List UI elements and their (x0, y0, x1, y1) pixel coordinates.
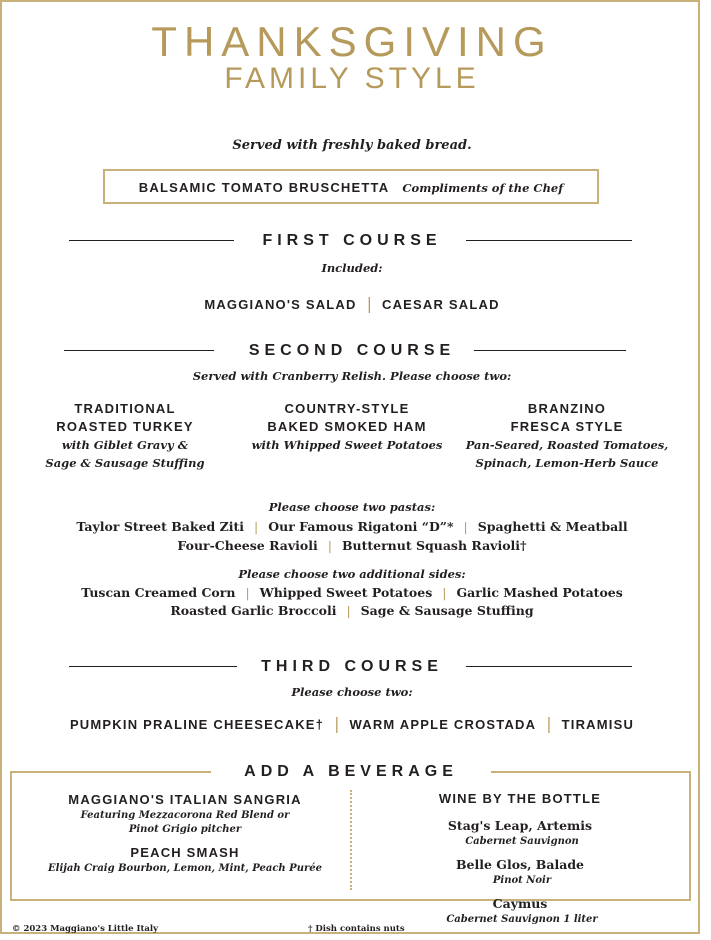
first-course-note: Included: (321, 261, 383, 275)
bread-note: Served with freshly baked bread. (232, 138, 472, 153)
menu-title: THANKSGIVING (151, 18, 553, 65)
first-course-heading: FIRST COURSE (0, 230, 704, 250)
wine-list (370, 790, 670, 929)
entree-branzino: BRANZINO FRESCA STYLE Pan-Seared, Roasted Tomatoes, Spinach, Lemon-Herb Sauce (465, 401, 669, 470)
pasta-row-1: Taylor Street Baked Ziti | Our Famous Rigatoni “D”* | Spaghetti & Meatball (76, 519, 628, 534)
sides-row-1: Tuscan Creamed Corn | Whipped Sweet Potatoes | Garlic Mashed Potatoes (81, 585, 623, 600)
menu-item: WARM APPLE CROSTADA (349, 717, 537, 732)
third-course-items: PUMPKIN PRALINE CHEESECAKE† | WARM APPLE CROSTADA | TIRAMISU (69, 714, 635, 733)
pasta-row-2: Four-Cheese Ravioli | Butternut Squash Ravioli† (177, 538, 527, 553)
wine-item: Caymus Cabernet Sauvignon 1 liter (446, 896, 598, 925)
third-course-heading: THIRD COURSE (0, 656, 704, 676)
wine-item: Stag's Leap, Artemis Cabernet Sauvignon (447, 818, 593, 847)
entree-ham: COUNTRY-STYLE BAKED SMOKED HAM with Whipped Sweet Potatoes (251, 401, 443, 452)
sides-note: Please choose two additional sides: (238, 567, 466, 581)
bruschetta-name: BALSAMIC TOMATO BRUSCHETTA (138, 180, 390, 195)
bruschetta-note: Compliments of the Chef (402, 181, 564, 195)
menu-item: CAESAR SALAD (382, 297, 500, 312)
nuts-footnote: † Dish contains nuts (308, 924, 405, 934)
wine-item: Belle Glos, Balade Pinot Noir (455, 857, 585, 886)
beverage-heading: ADD A BEVERAGE (211, 761, 491, 783)
sangria-item: MAGGIANO'S ITALIAN SANGRIA Featuring Mezzacorona Red Blend or Pinot Grigio pitcher (68, 792, 302, 835)
entree-turkey: TRADITIONAL ROASTED TURKEY with Giblet Gravy & Sage & Sausage Stuffing (45, 401, 205, 470)
wine-heading: WINE BY THE BOTTLE (438, 791, 602, 806)
beverage-divider (350, 790, 352, 890)
third-course-note: Please choose two: (291, 685, 413, 699)
menu-subtitle: FAMILY STYLE (224, 62, 480, 95)
second-course-heading: SECOND COURSE (0, 340, 704, 360)
bruschetta-box (103, 169, 599, 204)
copyright: © 2023 Maggiano's Little Italy (12, 924, 159, 934)
menu-item: PUMPKIN PRALINE CHEESECAKE† (69, 717, 325, 732)
menu-item: TIRAMISU (561, 717, 635, 732)
menu-item: MAGGIANO'S SALAD (204, 297, 357, 312)
second-course-note: Served with Cranberry Relish. Please choose two: (192, 369, 512, 383)
peach-smash-item: PEACH SMASH Elijah Craig Bourbon, Lemon, Mint, Peach Purée (48, 845, 322, 874)
first-course-items: MAGGIANO'S SALAD | CAESAR SALAD (204, 294, 500, 313)
sides-row-2: Roasted Garlic Broccoli | Sage & Sausage Stuffing (170, 603, 534, 618)
pasta-note: Please choose two pastas: (268, 500, 436, 514)
